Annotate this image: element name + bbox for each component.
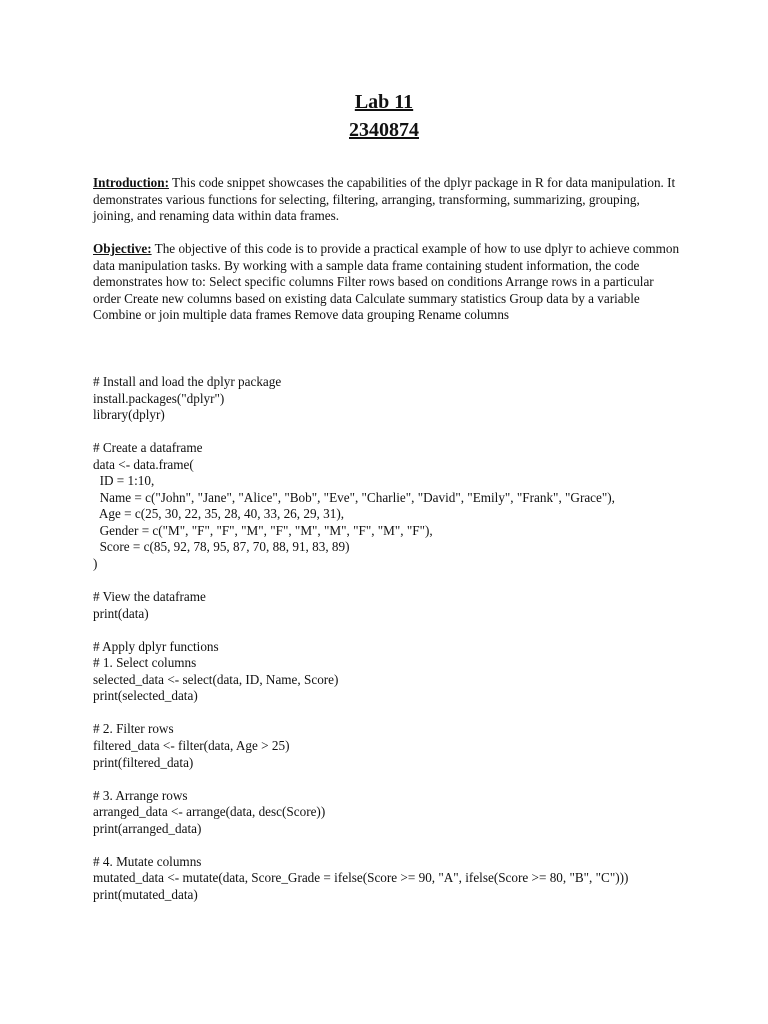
code-line: print(arranged_data)	[93, 820, 202, 836]
code-line: ID = 1:10,	[93, 473, 155, 489]
code-line: mutated_data <- mutate(data, Score_Grade = ifelse(Score >= 90, "A", ifelse(Score >= 80, "B", "C")))	[93, 870, 629, 886]
code-line: data <- data.frame(	[93, 456, 194, 472]
code-line: Age = c(25, 30, 22, 35, 28, 40, 33, 26, 29, 31),	[93, 506, 345, 522]
code-line: # 3. Arrange rows	[93, 787, 188, 803]
code-line: Score = c(85, 92, 78, 95, 87, 70, 88, 91, 83, 89)	[93, 539, 350, 555]
code-line: Name = c("John", "Jane", "Alice", "Bob", "Eve", "Charlie", "David", "Emily", "Frank", "Grace"),	[93, 489, 615, 505]
code-line: print(filtered_data)	[93, 754, 194, 770]
student-id: 2340874	[349, 119, 419, 141]
code-line	[93, 837, 733, 854]
code-line: # Install and load the dplyr package	[93, 374, 282, 389]
code-line: )	[93, 556, 98, 572]
code-line: # 2. Filter rows	[93, 721, 174, 737]
code-line: # Create a dataframe	[93, 440, 203, 456]
title-block	[0, 88, 768, 144]
code-line: # 4. Mutate columns	[93, 853, 202, 869]
objective-paragraph	[93, 241, 683, 324]
code-line	[93, 573, 733, 590]
code-line	[93, 771, 733, 788]
code-line: install.packages("dplyr")	[93, 390, 225, 406]
objective-label: Objective:	[93, 241, 152, 256]
introduction-paragraph	[93, 175, 683, 225]
code-line: arranged_data <- arrange(data, desc(Score))	[93, 804, 326, 820]
code-line: # Apply dplyr functions	[93, 638, 219, 654]
introduction-text: This code snippet showcases the capabilities of the dplyr package in R for data manipulation. It demonstrates various functions for selecting, filtering, arranging, transforming, summarizing, grouping, joining, and renaming data within data frames.	[93, 175, 676, 224]
code-block	[93, 374, 733, 904]
code-line: print(data)	[93, 605, 149, 621]
objective-text: The objective of this code is to provide a practical example of how to use dplyr to achieve common data manipulation tasks. By working with a sample data frame containing student information, the code demonstrates how to: Select specific columns Filter rows based on conditions Arrange rows in a particular order Create new columns based on existing data Calculate summary statistics Group data by a variable Combine or join multiple data frames Remove data grouping Rename columns	[93, 241, 680, 323]
lab-title: Lab 11	[354, 91, 414, 113]
code-line: selected_data <- select(data, ID, Name, Score)	[93, 671, 339, 687]
code-line: filtered_data <- filter(data, Age > 25)	[93, 738, 290, 754]
code-line: Gender = c("M", "F", "F", "M", "F", "M", "M", "F", "M", "F"),	[93, 522, 433, 538]
code-line	[93, 424, 733, 441]
code-line	[93, 622, 733, 639]
code-line: print(mutated_data)	[93, 886, 198, 902]
introduction-label: Introduction:	[93, 175, 169, 190]
code-line: library(dplyr)	[93, 407, 165, 423]
code-line: # View the dataframe	[93, 589, 206, 605]
code-line	[93, 705, 733, 722]
code-line: # 1. Select columns	[93, 655, 197, 671]
code-line: print(selected_data)	[93, 688, 198, 704]
